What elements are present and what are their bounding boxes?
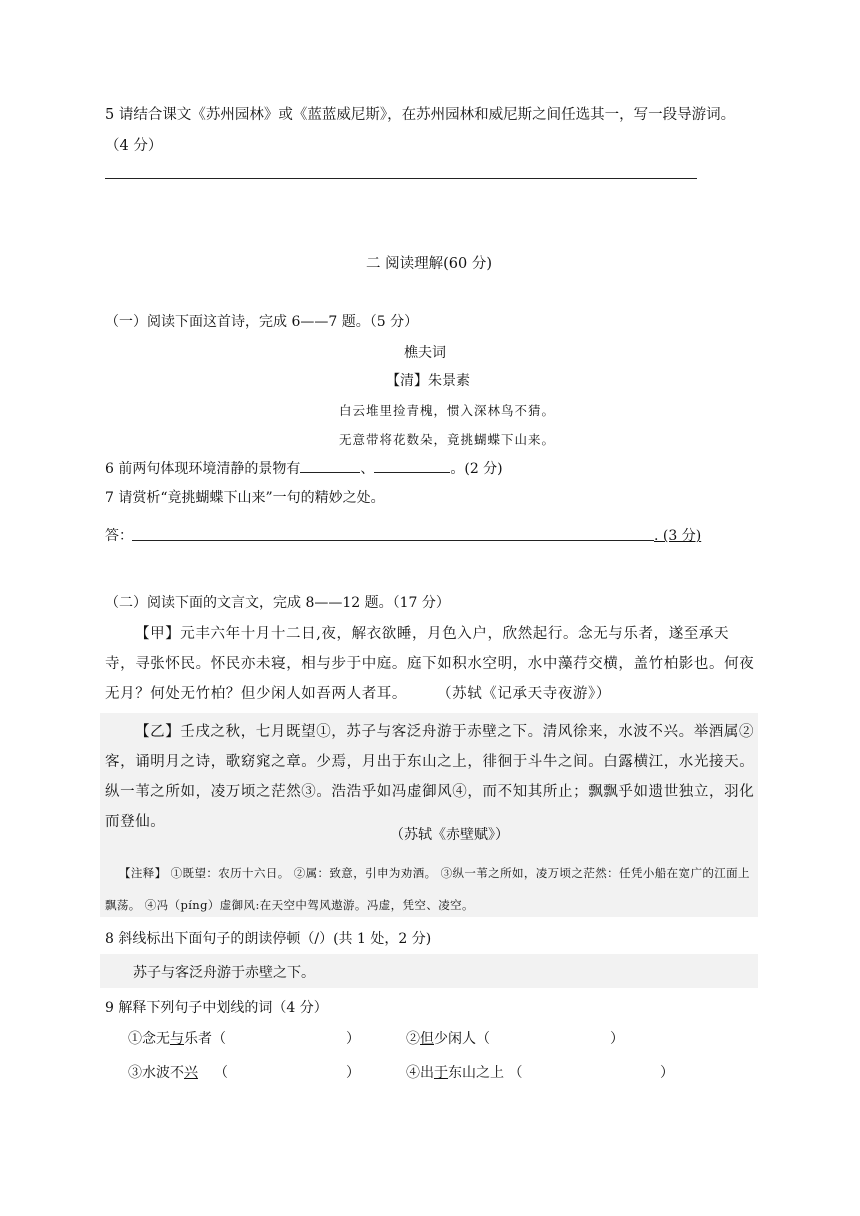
q9-item-4-word: 于 (434, 1065, 448, 1081)
q9-item-2-word: 但 (420, 1031, 434, 1047)
q9-item-4 (406, 1062, 522, 1082)
q7-answer-line[interactable] (132, 540, 654, 541)
q9-item-2-pre: ② (406, 1031, 420, 1047)
q9-item-1-post: 乐者（ (184, 1031, 226, 1047)
q9-item-1 (128, 1028, 226, 1048)
q9-item-3-pre: ③水波不 (128, 1065, 184, 1081)
q9-item-1-pre: ①念无 (128, 1031, 170, 1047)
passage-jia (105, 619, 755, 711)
q7-score: . (3 分) (654, 528, 702, 544)
notes: 【注释】 ①既望：农历十六日。 ②属：致意，引申为劝酒。 ③纵一苇之所如，凌万顷之茫然：任凭小船在宽广的江面上飘荡。 ④冯（píng）虚御风:在天空中驾风遨游。冯虚，凭空、凌空。 (105, 866, 750, 912)
q9-text: 9 解释下列句子中划线的词（4 分） (105, 1000, 328, 1016)
q8-sentence[interactable]: 苏子与客泛舟游于赤壁之下。 (133, 965, 315, 981)
q9-item-4-post: 东山之上 （ (448, 1065, 523, 1081)
q9-item-2-close: ） (610, 1031, 624, 1047)
q7-answer-label: 答： (105, 528, 133, 544)
part2-intro: （二）阅读下面的文言文，完成 8——12 题。（17 分） (105, 595, 450, 611)
q5-answer-line (105, 178, 697, 179)
q9-item-1-close: ） (346, 1031, 360, 1047)
passage-yi-source: （苏轼《赤壁赋》） (390, 827, 509, 843)
q9-item-4-close: ） (660, 1065, 674, 1081)
passage-jia-text: 【甲】元丰六年十月十二日,夜，解衣欲睡，月色入户，欣然起行。念无与乐者，遂至承天寺，寻张怀民。怀民亦未寝，相与步于中庭。庭下如积水空明，水中藻荇交横，盖竹柏影也。何夜无月？何处无竹柏？但少闲人如吾两人者耳。 (105, 626, 755, 702)
passage-yi-text: 【乙】壬戌之秋，七月既望①，苏子与客泛舟游于赤壁之下。清风徐来，水波不兴。举酒属②客，诵明月之诗，歌窈窕之章。少焉，月出于东山之上，徘徊于斗牛之间。白露横江，水光接天。纵一苇之所如，凌万顷之茫然③。浩浩乎如冯虚御风④，而不知其所止；飘飘乎如遗世独立，羽化而登仙。 (105, 724, 755, 830)
q6-blank-2[interactable] (374, 458, 450, 473)
q9-item-3-post: （ (214, 1065, 228, 1081)
q9-item-2 (406, 1028, 490, 1048)
section-title: 二 阅读理解(60 分) (366, 256, 492, 272)
q9-item-4-pre: ④出 (406, 1065, 434, 1081)
part1-intro: （一）阅读下面这首诗，完成 6——7 题。（5 分） (105, 314, 419, 330)
poem-line-2: 无意带将花数朵，竟挑蝴蝶下山来。 (339, 432, 556, 447)
q9-item-3-word: 兴 (184, 1065, 198, 1081)
q6-separator: 、 (360, 461, 375, 477)
q9-item-1-word: 与 (170, 1031, 184, 1047)
q8-text: 8 斜线标出下面句子的朗读停顿（/）(共 1 处，2 分) (105, 931, 432, 947)
passage-jia-source: （苏轼《记承天寺夜游》） (437, 686, 611, 702)
poem-line-1: 白云堆里捡青槐，惯入深林鸟不猜。 (339, 403, 556, 418)
q7-text: 7 请赏析“竟挑蝴蝶下山来”一句的精妙之处。 (105, 490, 385, 506)
q6-score: 。(2 分) (450, 461, 503, 477)
poem-author: 【清】朱景素 (386, 373, 470, 389)
q6-text: 6 前两句体现环境清静的景物有 (105, 461, 301, 477)
q6 (105, 458, 503, 478)
q5-line2: （4 分） (105, 138, 163, 154)
q9-item-3-close: ） (346, 1065, 360, 1081)
q9-item-3 (128, 1062, 228, 1082)
q9-item-2-post: 少闲人（ (434, 1031, 490, 1047)
poem-title: 樵夫词 (404, 345, 446, 361)
q5-line1: 5 请结合课文《苏州园林》或《蓝蓝威尼斯》，在苏州园林和威尼斯之间任选其一，写一段导游词。 (105, 107, 736, 123)
q6-blank-1[interactable] (300, 458, 360, 473)
passage-yi (105, 717, 755, 837)
